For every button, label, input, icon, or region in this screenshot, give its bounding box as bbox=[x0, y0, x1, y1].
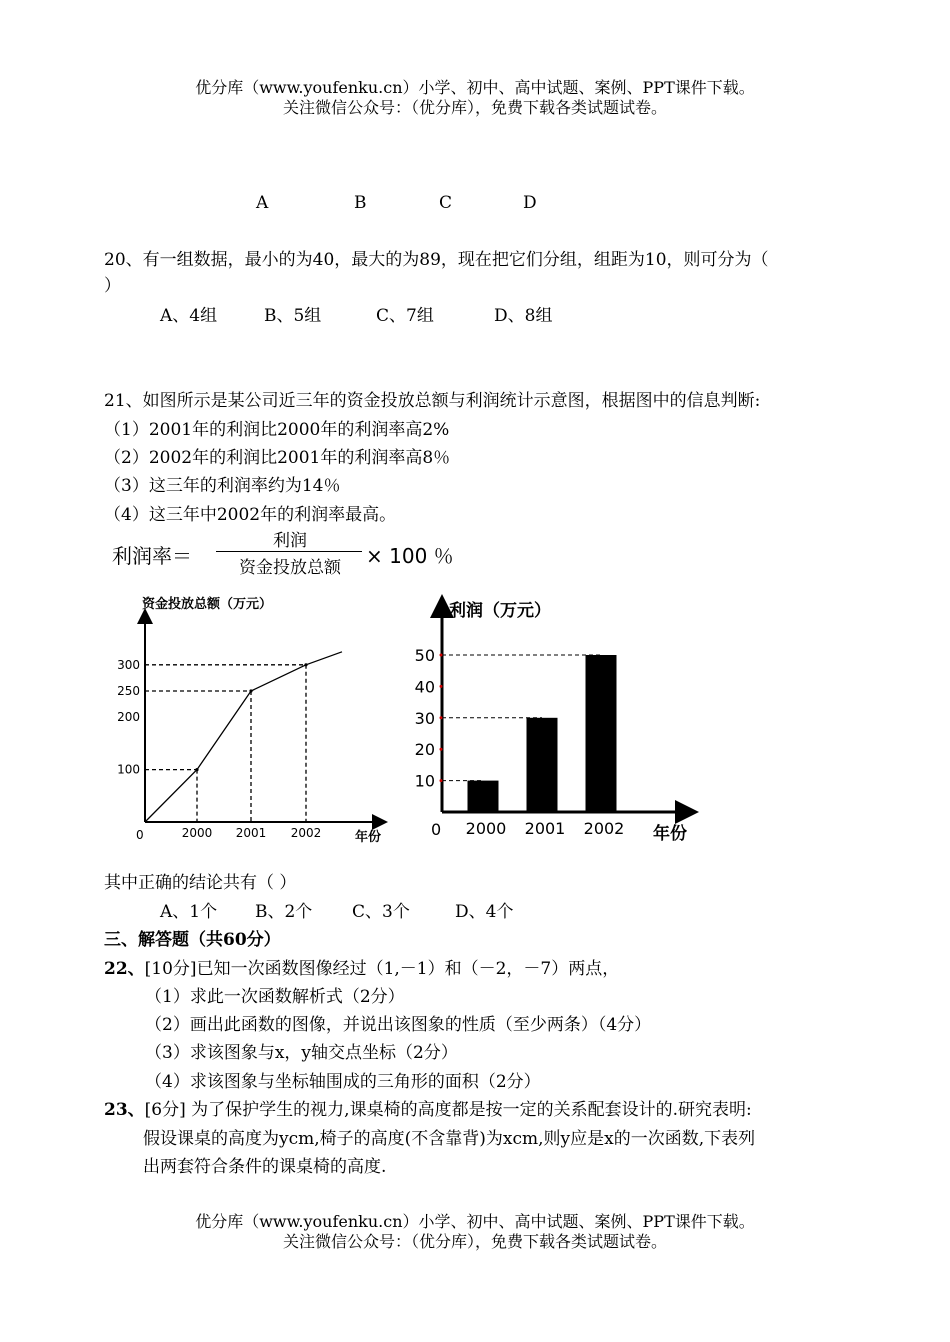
chart1-y-tick-label: 300 bbox=[117, 657, 140, 672]
chart1-x-tick-label: 2002 bbox=[290, 826, 322, 840]
chart1-title: 资金投放总额（万元） bbox=[142, 597, 273, 612]
chart1-x-label: 年份 bbox=[355, 830, 382, 845]
q23-line-1 bbox=[104, 1100, 752, 1120]
q21-option-b: B、2个 bbox=[255, 902, 313, 922]
formula-denominator: 资金投放总额 bbox=[239, 558, 341, 578]
chart2-y-tick-label: 20 bbox=[414, 740, 435, 760]
q20-option-c: C、7组 bbox=[376, 306, 434, 326]
q20-option-a: A、4组 bbox=[160, 306, 218, 326]
chart2-x-label: 年份 bbox=[653, 824, 687, 844]
chart2-y-tick-marker bbox=[440, 748, 443, 751]
chart2-y-tick-label: 30 bbox=[414, 708, 435, 728]
q22-item-2: （2）画出此函数的图像，并说出该图象的性质（至少两条）（4分） bbox=[145, 1015, 652, 1035]
q23-line-2: 假设课桌的高度为ycm,椅子的高度(不含靠背)为xcm,则y应是x的一次函数,下表列 bbox=[143, 1129, 756, 1149]
chart2-title: 利润（万元） bbox=[449, 601, 551, 621]
chart2-x-tick-label: 2002 bbox=[583, 819, 625, 838]
formula-suffix: × 100 ％ bbox=[366, 544, 454, 568]
chart2-bar-2000 bbox=[468, 781, 499, 812]
chart1-series-line bbox=[145, 665, 306, 822]
q21-stem: 21、如图所示是某公司近三年的资金投放总额与利润统计示意图，根据图中的信息判断: bbox=[104, 391, 761, 411]
q21-option-d: D、4个 bbox=[455, 902, 514, 922]
q19-option-c: C bbox=[439, 193, 453, 213]
chart1-origin-label: 0 bbox=[136, 828, 144, 842]
chart1-x-tick-label: 2001 bbox=[235, 826, 267, 840]
page-header-line-1: 优分库（www.youfenku.cn）小学、初中、高中试题、案例、PPT课件下载。 bbox=[195, 78, 755, 97]
q20-stem-line-1: 20、有一组数据，最小的为40，最大的为89，现在把它们分组，组距为10，则可分为（ bbox=[104, 250, 769, 270]
q20-stem-line-2: ） bbox=[104, 276, 121, 296]
chart2-y-tick-marker bbox=[440, 685, 443, 688]
chart2-y-tick-label: 40 bbox=[414, 677, 435, 697]
chart2-y-tick-marker bbox=[440, 779, 443, 782]
q21-statement-1: （1）2001年的利润比2000年的利润率高2% bbox=[104, 420, 450, 440]
q23-line-3: 出两套符合条件的课桌椅的高度. bbox=[143, 1157, 387, 1177]
chart2-origin-label: 0 bbox=[431, 820, 442, 839]
q20-option-d: D、8组 bbox=[494, 306, 553, 326]
page-footer-line-2: 关注微信公众号：（优分库），免费下载各类试题试卷。 bbox=[282, 1232, 667, 1251]
chart1-trend-extension bbox=[306, 652, 342, 665]
q21-option-a: A、1个 bbox=[160, 902, 218, 922]
chart2-y-tick-label: 50 bbox=[414, 646, 435, 665]
formula-lhs: 利润率＝ bbox=[112, 544, 192, 568]
q22-stem: 已知一次函数图像经过（1,－1）和（－2，－7）两点， bbox=[196, 959, 620, 979]
q21-statement-3: （3）这三年的利润率约为14％ bbox=[104, 476, 341, 496]
q22-number: 22、 bbox=[104, 959, 145, 979]
section-3-title: 三、解答题（共60分） bbox=[104, 930, 281, 950]
q22-item-3: （3）求该图象与x，y轴交点坐标（2分） bbox=[145, 1043, 458, 1063]
formula-fraction-bar bbox=[216, 551, 362, 552]
q19-option-b: B bbox=[354, 193, 367, 213]
investment-line-chart bbox=[100, 590, 400, 855]
chart2-bar-2002 bbox=[586, 655, 617, 812]
q20-option-b: B、5组 bbox=[264, 306, 322, 326]
q19-option-a: A bbox=[256, 193, 269, 213]
chart1-x-tick-label: 2000 bbox=[181, 826, 213, 840]
profit-bar-chart bbox=[405, 590, 705, 855]
formula-numerator: 利润 bbox=[273, 531, 307, 551]
chart2-y-tick-marker bbox=[440, 654, 443, 657]
q23-points: [6分] bbox=[144, 1100, 186, 1120]
q23-text-1: 为了保护学生的视力,课桌椅的高度都是按一定的关系配套设计的.研究表明: bbox=[185, 1100, 752, 1120]
q21-statement-4: （4）这三年中2002年的利润率最高。 bbox=[104, 505, 397, 525]
chart2-x-tick-label: 2000 bbox=[465, 819, 507, 838]
q22-item-4: （4）求该图象与坐标轴围成的三角形的面积（2分） bbox=[145, 1072, 541, 1092]
q22-item-1: （1）求此一次函数解析式（2分） bbox=[145, 987, 405, 1007]
q21-question: 其中正确的结论共有（ ） bbox=[104, 873, 297, 893]
chart1-y-tick-label: 100 bbox=[117, 762, 140, 777]
page-footer-line-1: 优分库（www.youfenku.cn）小学、初中、高中试题、案例、PPT课件下载。 bbox=[195, 1212, 755, 1231]
q19-option-d: D bbox=[523, 193, 537, 213]
q22-points: [10分] bbox=[144, 959, 197, 979]
chart1-y-tick-label: 200 bbox=[117, 710, 140, 725]
q21-statement-2: （2）2002年的利润比2001年的利润率高8％ bbox=[104, 448, 451, 468]
q21-option-c: C、3个 bbox=[352, 902, 410, 922]
chart2-y-tick-marker bbox=[440, 716, 443, 719]
chart2-x-tick-label: 2001 bbox=[524, 819, 566, 838]
chart1-y-tick-label: 250 bbox=[117, 684, 140, 698]
chart2-y-tick-label: 10 bbox=[414, 771, 435, 791]
chart2-bar-2001 bbox=[527, 718, 558, 812]
q23-number: 23、 bbox=[104, 1100, 145, 1120]
q22-stem-line bbox=[104, 959, 619, 979]
page-header-line-2: 关注微信公众号：（优分库），免费下载各类试题试卷。 bbox=[282, 98, 667, 117]
